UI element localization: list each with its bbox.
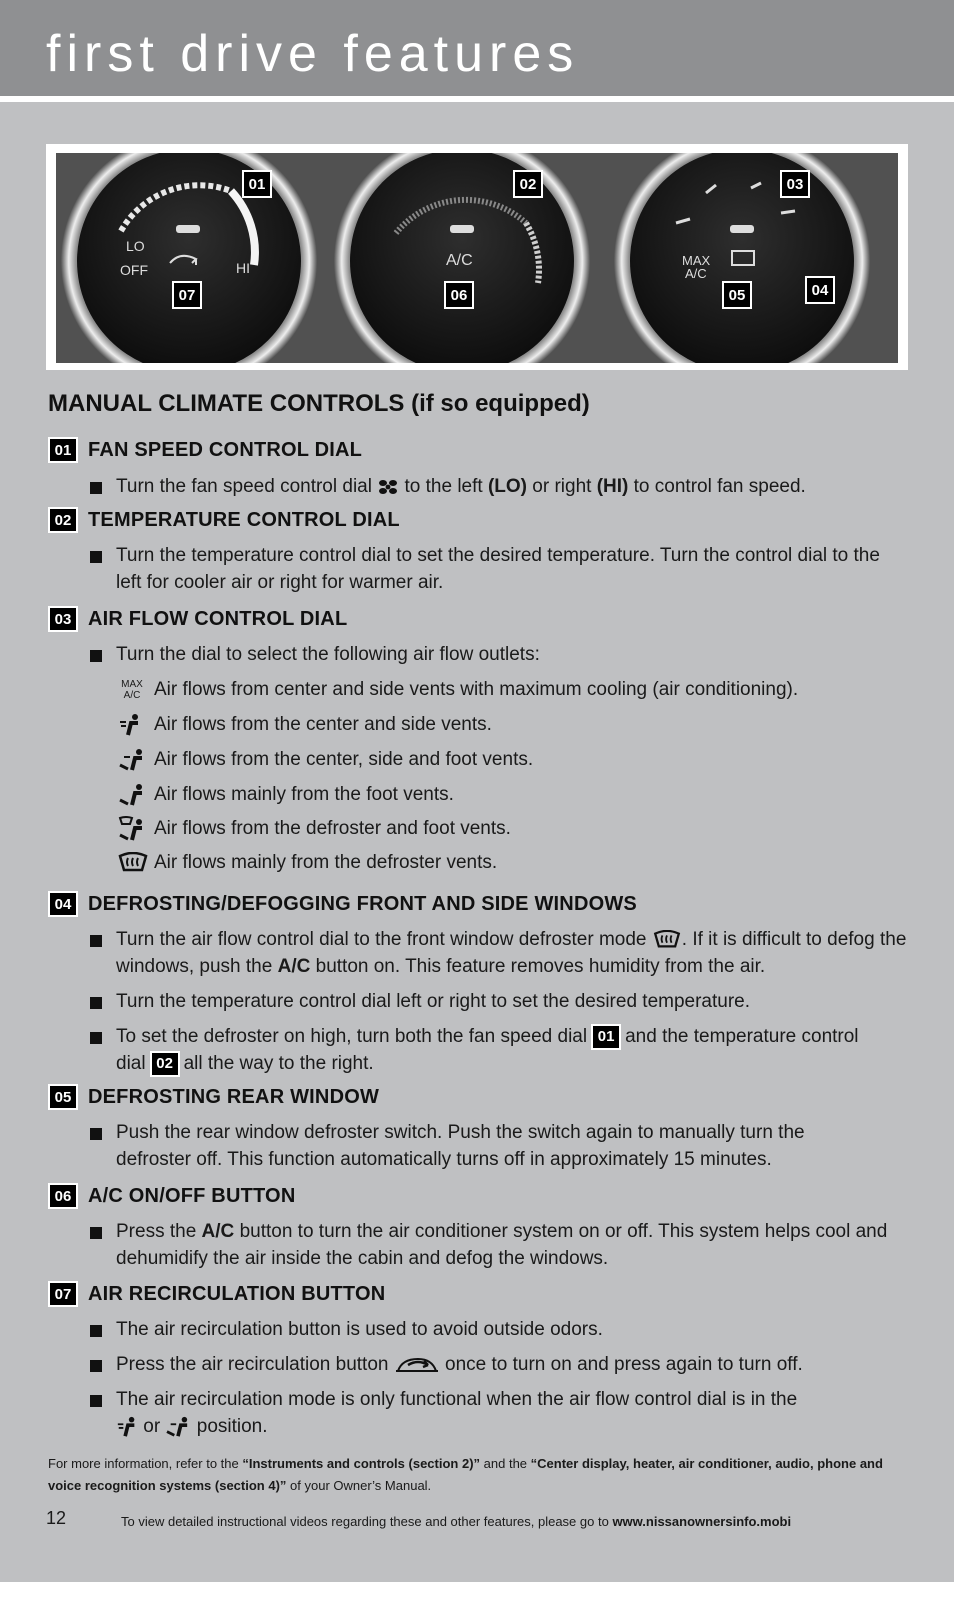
section-07-heading (48, 1280, 385, 1308)
section-heading-text: DEFROSTING REAR WINDOW (88, 1085, 380, 1108)
svg-text:MAX: MAX (682, 253, 711, 268)
bullet-item: Turn the fan speed control dial to the left (LO) or right (HI) to control fan speed. (90, 473, 910, 500)
section-heading-text: A/C ON/OFF BUTTON (88, 1184, 296, 1207)
inline-badge-01: 01 (591, 1024, 621, 1050)
bullet-item: Turn the dial to select the following air flow outlets: (90, 641, 910, 668)
section-02-heading (48, 506, 400, 534)
section-badge: 02 (48, 507, 78, 533)
bullet-item: Push the rear window defroster switch. Push the switch again to manually turn the defroster off. This function automatically turns off in approximately 15 minutes. (90, 1119, 850, 1173)
svg-text:OFF: OFF (120, 262, 148, 278)
bullet-item: Turn the temperature control dial left or right to set the desired temperature. (90, 988, 910, 1015)
section-badge: 01 (48, 437, 78, 463)
callout-05: 05 (722, 281, 752, 309)
svg-text:A/C: A/C (685, 266, 707, 281)
section-badge: 07 (48, 1281, 78, 1307)
callout-04: 04 (805, 276, 835, 304)
fan-speed-dial (61, 153, 317, 363)
climate-panel-photo (56, 153, 898, 363)
page-number: 12 (46, 1508, 67, 1528)
section-heading-text: AIR FLOW CONTROL DIAL (88, 607, 348, 630)
bullet-item: Turn the air flow control dial to the front window defroster mode . If it is difficult to defog the windows, push the A/C button on. This feature removes humidity from the air. (90, 926, 910, 980)
mode-max-ac: MAX A/C Air flows from center and side vents with maximum cooling (air conditioning). (118, 676, 798, 704)
callout-06: 06 (444, 281, 474, 309)
temperature-dial (334, 153, 590, 363)
air-flow-dial (614, 153, 870, 363)
bullet-item: The air recirculation button is used to avoid outside odors. (90, 1316, 910, 1343)
section-badge: 06 (48, 1183, 78, 1209)
section-heading-text: DEFROSTING/DEFOGGING FRONT AND SIDE WINDOWS (88, 892, 637, 915)
svg-text:HI: HI (236, 260, 250, 276)
bullet-item: Press the air recirculation button once to turn on and press again to turn off. (90, 1351, 910, 1378)
svg-text:LO: LO (126, 238, 145, 254)
svg-text:A/C: A/C (446, 252, 473, 269)
defrost-front-icon (118, 852, 148, 874)
max-ac-icon: MAX A/C (121, 679, 143, 701)
callout-03: 03 (780, 170, 810, 198)
mode-foot: Air flows mainly from the foot vents. (118, 781, 454, 809)
section-06-heading (48, 1182, 295, 1210)
vent-face-icon (116, 1416, 138, 1438)
footnote: For more information, refer to the “Instruments and controls (section 2)” and the “Center display, heater, air conditioner, audio, phone and voice recognition systems (section 4)” of your Owner’s Manual. (48, 1456, 883, 1493)
header-divider (0, 96, 954, 102)
section-01-heading (48, 436, 362, 464)
page-title: first drive features (46, 25, 580, 83)
footer-text: To view detailed instructional videos regarding these and other features, please go to www.nissanownersinfo.mobi (121, 1514, 792, 1529)
callout-02: 02 (513, 170, 543, 198)
section-05-heading (48, 1083, 379, 1111)
bullet-item: The air recirculation mode is only functional when the air flow control dial is in the or position. (90, 1386, 850, 1440)
vent-face-foot-icon (118, 748, 146, 772)
mode-defrost: Air flows mainly from the defroster vents. (118, 849, 497, 877)
vent-face-icon (118, 713, 142, 737)
footer-url[interactable]: www.nissanownersinfo.mobi (612, 1514, 792, 1529)
fan-icon (377, 478, 399, 496)
callout-01: 01 (242, 170, 272, 198)
defrost-front-icon (652, 930, 682, 950)
defrost-foot-icon (118, 816, 146, 842)
vent-face-foot-icon (165, 1416, 191, 1438)
section-title: MANUAL CLIMATE CONTROLS (if so equipped) (48, 390, 590, 417)
callout-07: 07 (172, 281, 202, 309)
mode-face: Air flows from the center and side vents. (118, 711, 492, 739)
section-badge: 05 (48, 1084, 78, 1110)
bullet-item: Turn the temperature control dial to set the desired temperature. Turn the control dial to the left for cooler air or right for warmer air. (90, 542, 890, 596)
mode-face-foot: Air flows from the center, side and foot vents. (118, 746, 533, 774)
section-heading-text: AIR RECIRCULATION BUTTON (88, 1282, 386, 1305)
section-badge: 03 (48, 606, 78, 632)
section-heading-text: FAN SPEED CONTROL DIAL (88, 438, 363, 461)
vent-foot-icon (118, 783, 146, 807)
section-03-heading (48, 605, 347, 633)
section-badge: 04 (48, 891, 78, 917)
section-heading-text: TEMPERATURE CONTROL DIAL (88, 508, 400, 531)
inline-badge-02: 02 (150, 1051, 180, 1077)
section-04-heading (48, 890, 637, 918)
recirculation-icon (394, 1355, 440, 1375)
mode-defrost-foot: Air flows from the defroster and foot vents. (118, 815, 511, 843)
bullet-item: To set the defroster on high, turn both the fan speed dial 01 and the temperature control dial 02 all the way to the right. (90, 1023, 890, 1077)
bullet-item: Press the A/C button to turn the air conditioner system on or off. This system helps cool and dehumidify the air inside the cabin and defog the windows. (90, 1218, 890, 1272)
